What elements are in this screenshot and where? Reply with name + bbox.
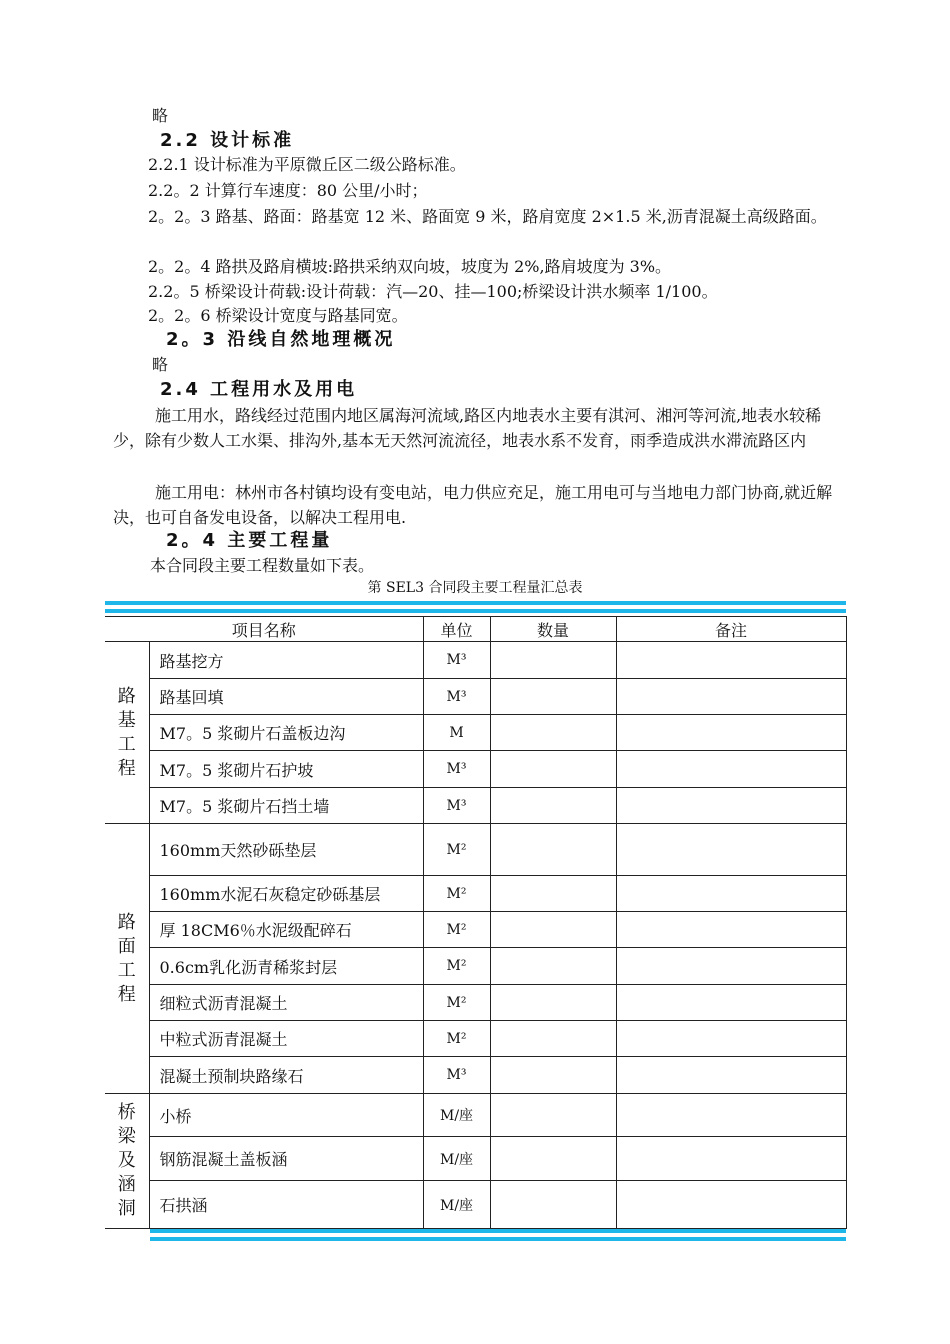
quantities-table [105, 616, 847, 1229]
item-note [616, 788, 846, 824]
table-row [105, 876, 846, 912]
item-note [616, 1021, 846, 1057]
header-note: 备注 [616, 617, 846, 642]
item-quantity [490, 788, 616, 824]
power-supply-paragraph: 施工用电：林州市各村镇均设有变电站，电力供应充足，施工用电可与当地电力部门协商,就近解决，也可自备发电设备，以解决工程用电. [113, 483, 833, 527]
design-item-6: 2。2。6 桥梁设计宽度与路基同宽。 [148, 306, 408, 325]
design-item-4: 2。2。4 路拱及路肩横坡:路拱采纳双向坡，坡度为 2%,路肩坡度为 3%。 [148, 257, 672, 276]
table-row [105, 642, 846, 679]
item-note [616, 876, 846, 912]
header-quantity: 数量 [490, 617, 616, 642]
table-row [105, 1057, 846, 1094]
item-quantity [490, 751, 616, 788]
item-unit: M² [423, 948, 490, 985]
section-2-3-body: 略 [152, 355, 169, 374]
item-name: M7。5 浆砌片石挡土墙 [149, 788, 423, 824]
table-row [105, 948, 846, 985]
item-quantity [490, 1094, 616, 1137]
item-name: 石拱涵 [149, 1181, 423, 1229]
table-row [105, 788, 846, 824]
category-pavement: 路面工程 [105, 824, 149, 1094]
table-row [105, 679, 846, 715]
item-note [616, 715, 846, 751]
item-note [616, 1094, 846, 1137]
item-quantity [490, 876, 616, 912]
item-name: 小桥 [149, 1094, 423, 1137]
item-name: M7。5 浆砌片石护坡 [149, 751, 423, 788]
item-note [616, 642, 846, 679]
item-note [616, 751, 846, 788]
item-note [616, 1181, 846, 1229]
item-name: M7。5 浆砌片石盖板边沟 [149, 715, 423, 751]
item-unit: M³ [423, 1057, 490, 1094]
item-quantity [490, 948, 616, 985]
item-name: 细粒式沥青混凝土 [149, 985, 423, 1021]
table-bottom-rule-1 [150, 1229, 846, 1233]
design-item-3: 2。2。3 路基、路面：路基宽 12 米、路面宽 9 米，路肩宽度 2×1.5 米,沥青混凝土高级路面。 [148, 207, 827, 226]
item-quantity [490, 824, 616, 876]
table-top-rule-2 [105, 609, 846, 613]
table-caption: 第 SEL3 合同段主要工程量汇总表 [367, 580, 583, 596]
item-unit: M³ [423, 788, 490, 824]
item-name: 混凝土预制块路缘石 [149, 1057, 423, 1094]
item-name: 中粒式沥青混凝土 [149, 1021, 423, 1057]
item-unit: M [423, 715, 490, 751]
item-unit: M/座 [423, 1137, 490, 1181]
table-row [105, 985, 846, 1021]
category-subgrade: 路基工程 [105, 642, 149, 824]
item-quantity [490, 1021, 616, 1057]
item-unit: M² [423, 824, 490, 876]
item-name: 0.6cm乳化沥青稀浆封层 [149, 948, 423, 985]
item-unit: M³ [423, 751, 490, 788]
table-row [105, 1137, 846, 1181]
item-quantity [490, 1057, 616, 1094]
item-name: 160mm水泥石灰稳定砂砾基层 [149, 876, 423, 912]
item-note [616, 985, 846, 1021]
item-note [616, 912, 846, 948]
heading-2-2: 2.2 设计标准 [160, 130, 295, 151]
item-quantity [490, 912, 616, 948]
item-unit: M² [423, 912, 490, 948]
item-quantity [490, 985, 616, 1021]
category-bridges-culverts: 桥梁及涵洞 [105, 1094, 149, 1229]
item-note [616, 824, 846, 876]
section-2-1-body: 略 [152, 106, 169, 125]
item-quantity [490, 715, 616, 751]
item-unit: M³ [423, 642, 490, 679]
table-row [105, 1181, 846, 1229]
item-quantity [490, 642, 616, 679]
design-item-5: 2.2。5 桥梁设计荷载:设计荷载：汽—20、挂—100;桥梁设计洪水频率 1/100。 [148, 282, 718, 301]
table-top-rule-1 [105, 601, 846, 605]
table-row [105, 1094, 846, 1137]
item-note [616, 1137, 846, 1181]
item-name: 160mm天然砂砾垫层 [149, 824, 423, 876]
header-item-name: 项目名称 [105, 617, 423, 642]
item-unit: M/座 [423, 1094, 490, 1137]
table-bottom-rule-2 [150, 1237, 846, 1241]
design-item-1: 2.2.1 设计标准为平原微丘区二级公路标准。 [148, 155, 466, 174]
item-quantity [490, 679, 616, 715]
item-quantity [490, 1181, 616, 1229]
item-note [616, 679, 846, 715]
quantities-intro: 本合同段主要工程数量如下表。 [150, 556, 375, 575]
item-name: 厚 18CM6％水泥级配碎石 [149, 912, 423, 948]
header-unit: 单位 [423, 617, 490, 642]
heading-2-4-quantities: 2。4 主要工程量 [166, 530, 333, 551]
item-name: 路基挖方 [149, 642, 423, 679]
table-row [105, 751, 846, 788]
table-header-row [105, 617, 846, 642]
item-unit: M² [423, 876, 490, 912]
heading-2-4-water-power: 2.4 工程用水及用电 [160, 379, 358, 400]
water-supply-paragraph: 施工用水，路线经过范围内地区属海河流域,路区内地表水主要有淇河、湘河等河流,地表水较稀少，除有少数人工水渠、排沟外,基本无天然河流流径，地表水系不发育，雨季造成洪水滞流路区内 [113, 406, 822, 450]
item-unit: M³ [423, 679, 490, 715]
item-unit: M² [423, 985, 490, 1021]
table-row [105, 715, 846, 751]
item-quantity [490, 1137, 616, 1181]
item-name: 钢筋混凝土盖板涵 [149, 1137, 423, 1181]
design-item-2: 2.2。2 计算行车速度：80 公里/小时； [148, 181, 428, 200]
table-row [105, 1021, 846, 1057]
heading-2-3: 2。3 沿线自然地理概况 [166, 329, 396, 350]
item-name: 路基回填 [149, 679, 423, 715]
table-row [105, 912, 846, 948]
item-unit: M/座 [423, 1181, 490, 1229]
item-note [616, 948, 846, 985]
table-row [105, 824, 846, 876]
item-note [616, 1057, 846, 1094]
item-unit: M² [423, 1021, 490, 1057]
